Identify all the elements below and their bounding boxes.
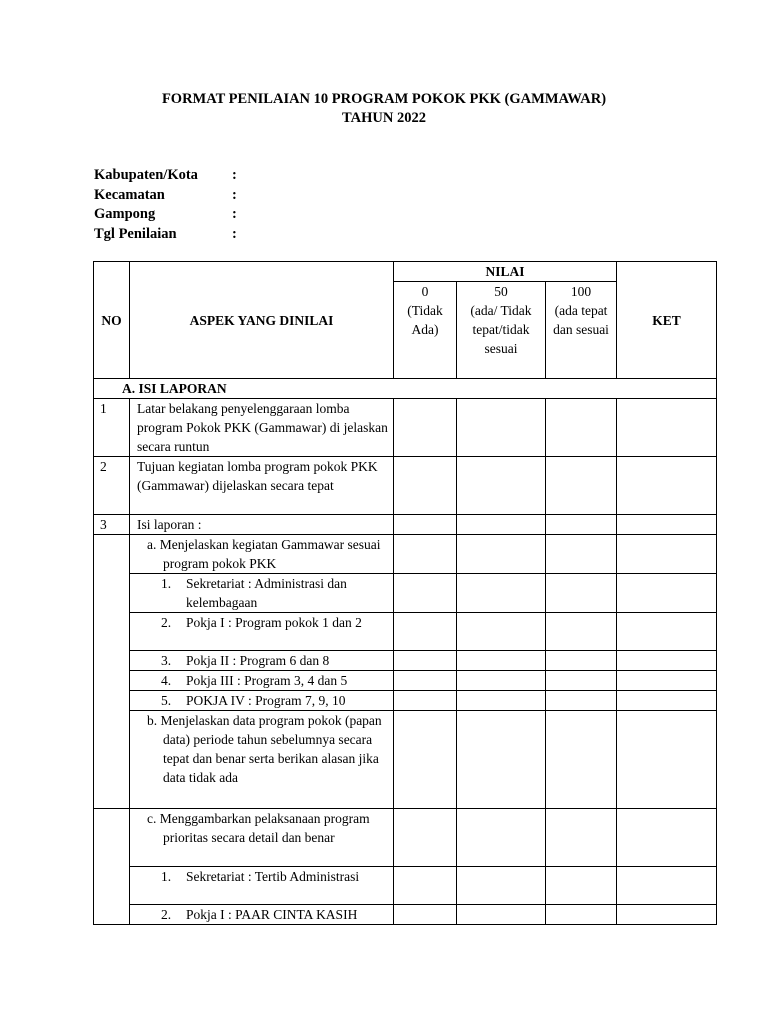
list-item	[137, 905, 390, 924]
row-aspek: Latar belakang penyelenggaraan lomba program Pokok PKK (Gammawar) di jelaskan secara runtun	[130, 399, 394, 457]
list-text: Sekretariat : Administrasi dan kelembagaan	[186, 576, 347, 610]
meta-label: Kecamatan	[94, 186, 165, 203]
nilai-100-desc: (ada tepat dan sesuai	[553, 303, 609, 337]
table-row	[94, 905, 717, 925]
score-cell-0[interactable]	[394, 905, 457, 925]
list-number: 4.	[161, 673, 172, 688]
score-cell-50[interactable]	[457, 535, 546, 574]
table-row	[94, 535, 717, 574]
score-cell-100[interactable]	[546, 651, 617, 671]
nilai-0-header	[394, 282, 457, 379]
score-cell-0[interactable]	[394, 651, 457, 671]
score-cell-100[interactable]	[546, 905, 617, 925]
list-text: Sekretariat : Tertib Administrasi	[186, 869, 360, 884]
col-aspek-header: ASPEK YANG DINILAI	[130, 262, 394, 379]
list-item	[137, 651, 390, 670]
table-row	[94, 651, 717, 671]
row-aspek	[130, 671, 394, 691]
table-row	[94, 515, 717, 535]
row-aspek	[130, 867, 394, 905]
ket-cell[interactable]	[617, 867, 717, 905]
ket-cell[interactable]	[617, 535, 717, 574]
assessment-table	[93, 261, 717, 925]
score-cell-50[interactable]	[457, 867, 546, 905]
score-cell-50[interactable]	[457, 613, 546, 651]
row-aspek	[130, 809, 394, 867]
row-aspek	[130, 905, 394, 925]
score-cell-100[interactable]	[546, 867, 617, 905]
ket-cell[interactable]	[617, 574, 717, 613]
meta-colon: :	[232, 206, 237, 222]
ket-cell[interactable]	[617, 399, 717, 457]
score-cell-100[interactable]	[546, 515, 617, 535]
section-row	[94, 379, 717, 399]
score-cell-0[interactable]	[394, 515, 457, 535]
score-cell-50[interactable]	[457, 574, 546, 613]
meta-colon: :	[232, 167, 237, 183]
row-aspek	[130, 535, 394, 574]
score-cell-0[interactable]	[394, 809, 457, 867]
row-number-empty	[94, 809, 130, 925]
score-cell-50[interactable]	[457, 457, 546, 515]
list-text: Pokja III : Program 3, 4 dan 5	[186, 673, 348, 688]
row-number: 2	[94, 457, 130, 515]
nilai-100-score: 100	[570, 284, 592, 299]
meta-block	[94, 166, 252, 244]
ket-cell[interactable]	[617, 671, 717, 691]
list-text: Pokja I : PAAR CINTA KASIH	[186, 907, 358, 922]
row-aspek: Isi laporan :	[130, 515, 394, 535]
score-cell-0[interactable]	[394, 613, 457, 651]
sub-item-c: c. Menggambarkan pelaksanaan program prioritas secara detail dan benar	[147, 811, 370, 845]
score-cell-100[interactable]	[546, 809, 617, 867]
section-a-title: A. ISI LAPORAN	[94, 379, 717, 399]
table-row	[94, 457, 717, 515]
score-cell-50[interactable]	[457, 671, 546, 691]
col-nilai-header: NILAI	[394, 262, 617, 282]
meta-row-gampong	[94, 205, 252, 225]
meta-row-tgl-penilaian	[94, 225, 252, 245]
row-aspek	[130, 574, 394, 613]
meta-colon: :	[232, 186, 237, 203]
meta-label: Tgl Penilaian	[94, 225, 177, 242]
list-number: 5.	[161, 693, 172, 708]
score-cell-100[interactable]	[546, 574, 617, 613]
list-item	[137, 613, 390, 632]
score-cell-50[interactable]	[457, 651, 546, 671]
score-cell-100[interactable]	[546, 457, 617, 515]
table-row	[94, 809, 717, 867]
table-row	[94, 399, 717, 457]
sub-item-a: a. Menjelaskan kegiatan Gammawar sesuai program pokok PKK	[147, 537, 381, 571]
table-row	[94, 574, 717, 613]
score-cell-100[interactable]	[546, 535, 617, 574]
row-aspek: Tujuan kegiatan lomba program pokok PKK (Gammawar) dijelaskan secara tepat	[130, 457, 394, 515]
row-aspek	[130, 613, 394, 651]
score-cell-50[interactable]	[457, 711, 546, 809]
score-cell-50[interactable]	[457, 905, 546, 925]
list-number: 2.	[161, 615, 172, 630]
list-number: 1.	[161, 869, 172, 884]
nilai-0-desc: (Tidak Ada)	[407, 303, 443, 337]
row-aspek	[130, 711, 394, 809]
nilai-50-header	[457, 282, 546, 379]
ket-cell[interactable]	[617, 691, 717, 711]
ket-cell[interactable]	[617, 905, 717, 925]
score-cell-0[interactable]	[394, 399, 457, 457]
score-cell-50[interactable]	[457, 809, 546, 867]
nilai-50-desc: (ada/ Tidak tepat/tidak sesuai	[470, 303, 532, 356]
nilai-0-score: 0	[421, 284, 429, 299]
list-item	[137, 574, 390, 612]
nilai-50-score: 50	[494, 284, 508, 299]
document-title: FORMAT PENILAIAN 10 PROGRAM POKOK PKK (GAMMAWAR)	[161, 91, 607, 107]
row-number-empty	[94, 535, 130, 809]
header-row	[94, 262, 717, 282]
table-row	[94, 613, 717, 651]
score-cell-50[interactable]	[457, 399, 546, 457]
nilai-100-header	[546, 282, 617, 379]
table-row	[94, 691, 717, 711]
list-item	[137, 671, 390, 690]
ket-cell[interactable]	[617, 809, 717, 867]
list-text: Pokja II : Program 6 dan 8	[186, 653, 330, 668]
row-number: 1	[94, 399, 130, 457]
score-cell-0[interactable]	[394, 671, 457, 691]
score-cell-100[interactable]	[546, 691, 617, 711]
table-row	[94, 711, 717, 809]
meta-colon: :	[232, 225, 237, 242]
ket-cell[interactable]	[617, 457, 717, 515]
list-number: 3.	[161, 653, 172, 668]
meta-label: Kabupaten/Kota	[94, 167, 198, 183]
score-cell-0[interactable]	[394, 535, 457, 574]
sub-item-b: b. Menjelaskan data program pokok (papan data) periode tahun sebelumnya secara tepat dan benar serta berikan alasan jika data tidak ada	[147, 713, 382, 785]
list-text: Pokja I : Program pokok 1 dan 2	[186, 615, 362, 630]
table-row	[94, 867, 717, 905]
col-no-header: NO	[94, 262, 130, 379]
score-cell-0[interactable]	[394, 691, 457, 711]
score-cell-50[interactable]	[457, 515, 546, 535]
score-cell-0[interactable]	[394, 574, 457, 613]
score-cell-50[interactable]	[457, 691, 546, 711]
ket-cell[interactable]	[617, 613, 717, 651]
ket-cell[interactable]	[617, 515, 717, 535]
score-cell-100[interactable]	[546, 399, 617, 457]
row-number: 3	[94, 515, 130, 535]
ket-cell[interactable]	[617, 711, 717, 809]
score-cell-100[interactable]	[546, 671, 617, 691]
score-cell-0[interactable]	[394, 867, 457, 905]
list-number: 2.	[161, 907, 172, 922]
score-cell-0[interactable]	[394, 711, 457, 809]
row-aspek	[130, 651, 394, 671]
table-row	[94, 671, 717, 691]
score-cell-100[interactable]	[546, 711, 617, 809]
col-ket-header: KET	[617, 262, 717, 379]
meta-row-kabupaten	[94, 166, 252, 186]
meta-row-kecamatan	[94, 186, 252, 206]
list-number: 1.	[161, 576, 172, 591]
meta-label: Gampong	[94, 206, 156, 222]
score-cell-100[interactable]	[546, 613, 617, 651]
ket-cell[interactable]	[617, 651, 717, 671]
list-item	[137, 867, 390, 886]
list-text: POKJA IV : Program 7, 9, 10	[186, 693, 346, 708]
row-aspek	[130, 691, 394, 711]
score-cell-0[interactable]	[394, 457, 457, 515]
list-item	[137, 691, 390, 710]
document-year: TAHUN 2022	[342, 110, 426, 126]
